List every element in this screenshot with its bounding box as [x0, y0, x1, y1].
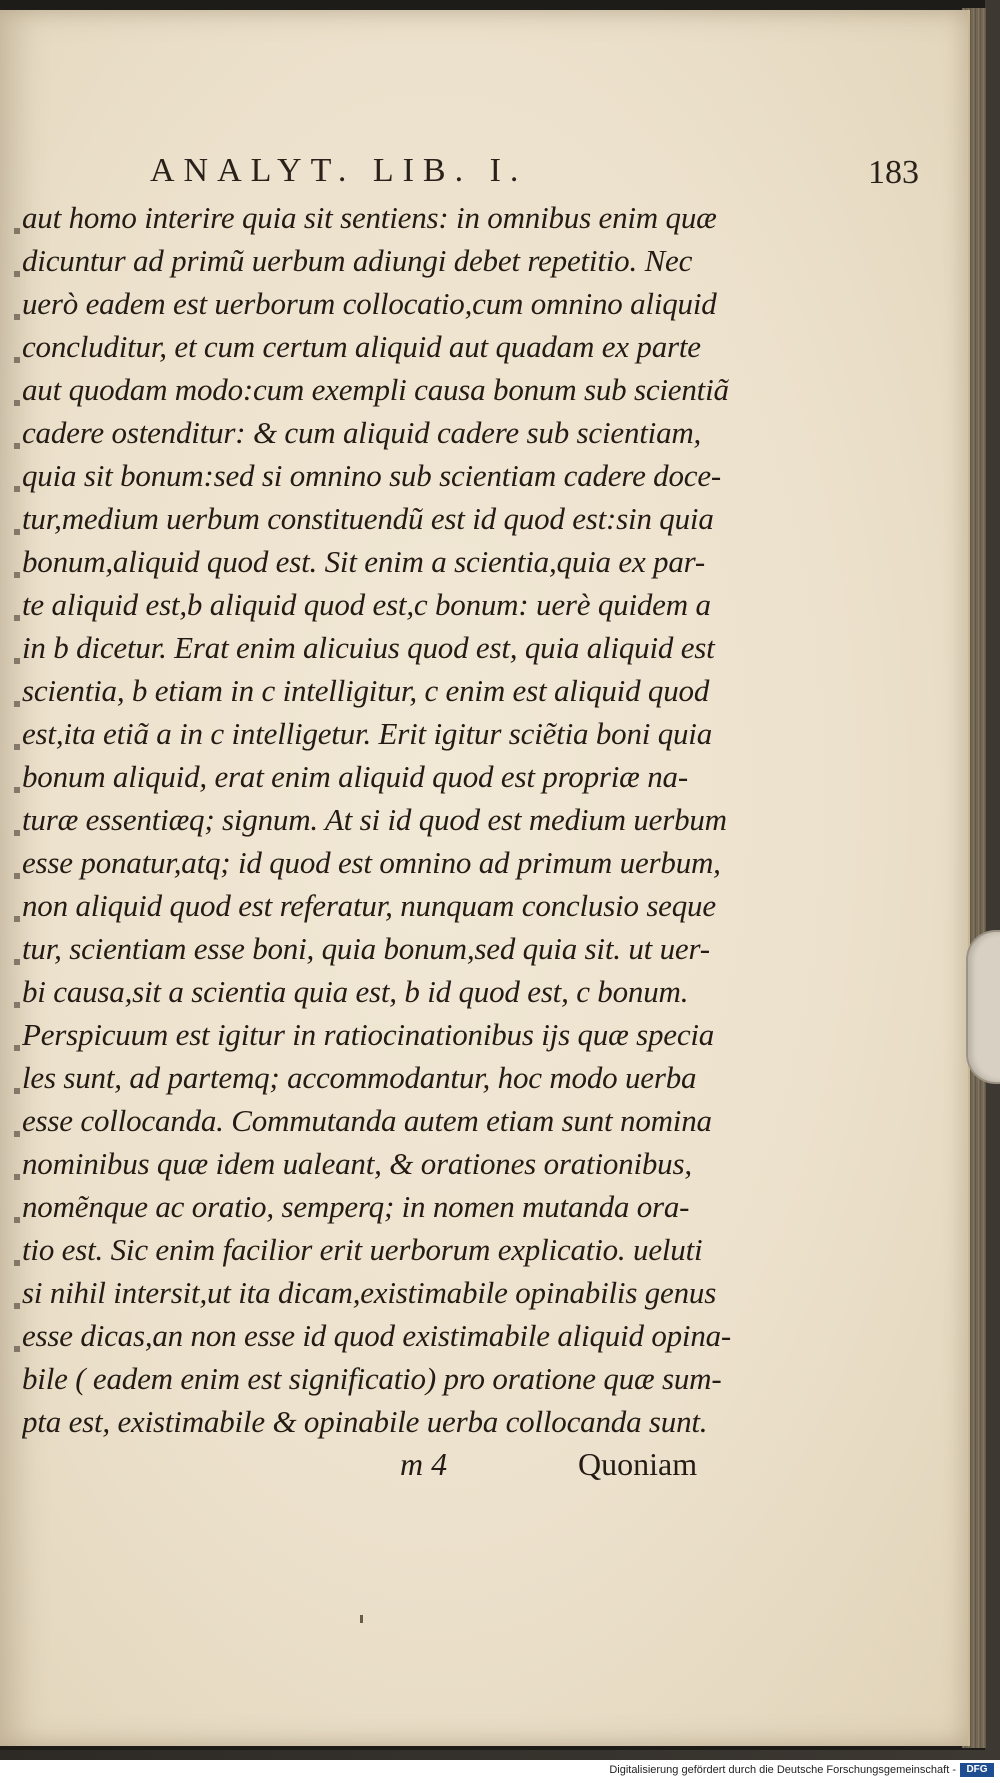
text-line: esse collocanda. Commutanda autem etiam sunt nomina [22, 1103, 712, 1138]
text-line: tur,medium uerbum constituendũ est id quod est:sin quia [22, 501, 714, 536]
page-number: 183 [868, 154, 919, 191]
text-line: aut quodam modo:cum exempli causa bonum sub scientiã [22, 372, 729, 407]
text-line: turæ essentiæq; signum. At si id quod est medium uerbum [22, 802, 727, 837]
text-line: cadere ostenditur: & cum aliquid cadere sub scientiam, [22, 415, 702, 450]
footer-credit: Digitalisierung gefördert durch die Deutsche Forschungsgemeinschaft - [609, 1764, 956, 1776]
gutter-marks [14, 200, 20, 1380]
text-line: les sunt, ad partemq; accommodantur, hoc modo uerba [22, 1060, 697, 1095]
text-line: bonum,aliquid quod est. Sit enim a scientia,quia ex par- [22, 544, 706, 579]
catch-line [400, 1446, 920, 1490]
text-line: bonum aliquid, erat enim aliquid quod est propriæ na- [22, 759, 688, 794]
book-page [0, 10, 970, 1746]
page-clip-tab [966, 930, 1000, 1084]
text-line: concluditur, et cum certum aliquid aut quadam ex parte [22, 329, 701, 364]
text-line: nominibus quæ idem ualeant, & orationes orationibus, [22, 1146, 692, 1181]
running-head: ANALYT. LIB. I. [150, 152, 528, 189]
text-line: scientia, b etiam in c intelligitur, c enim est aliquid quod [22, 673, 710, 708]
text-line: te aliquid est,b aliquid quod est,c bonum: uerè quidem a [22, 587, 711, 622]
text-line: uerò eadem est uerborum collocatio,cum omnino aliquid [22, 286, 717, 321]
text-line: esse ponatur,atq; id quod est omnino ad primum uerbum, [22, 845, 721, 880]
paper-speck [360, 1615, 363, 1623]
text-line: in b dicetur. Erat enim alicuius quod est, quia aliquid est [22, 630, 715, 665]
catchword: Quoniam [578, 1446, 698, 1482]
text-line: quia sit bonum:sed si omnino sub scientiam cadere doce- [22, 458, 722, 493]
text-line: aut homo interire quia sit sentiens: in omnibus enim quæ [22, 200, 717, 235]
text-line: tur, scientiam esse boni, quia bonum,sed quia sit. ut uer- [22, 931, 710, 966]
dfg-logo-icon: DFG [960, 1763, 994, 1777]
text-line: esse dicas,an non esse id quod existimabile aliquid opina- [22, 1318, 732, 1353]
text-line: nomẽnque ac oratio, semperq; in nomen mutanda ora- [22, 1189, 690, 1224]
text-line: non aliquid quod est referatur, nunquam conclusio seque [22, 888, 716, 923]
text-line: dicuntur ad primũ uerbum adiungi debet repetitio. Nec [22, 243, 693, 278]
text-line: tio est. Sic enim facilior erit uerborum explicatio. ueluti [22, 1232, 703, 1267]
text-line: Perspicuum est igitur in ratiocinationibus ijs quæ specia [22, 1017, 715, 1052]
text-block [22, 196, 942, 1443]
text-line: pta est, existimabile & opinabile uerba collocanda sunt. [22, 1404, 708, 1439]
signature-mark: m 4 [400, 1446, 448, 1482]
text-line: si nihil intersit,ut ita dicam,existimabile opinabilis genus [22, 1275, 717, 1310]
text-line: est,ita etiã a in c intelligetur. Erit igitur sciẽtia boni quia [22, 716, 713, 751]
text-line: bi causa,sit a scientia quia est, b id quod est, c bonum. [22, 974, 689, 1009]
text-line: bile ( eadem enim est significatio) pro oratione quæ sum- [22, 1361, 722, 1396]
